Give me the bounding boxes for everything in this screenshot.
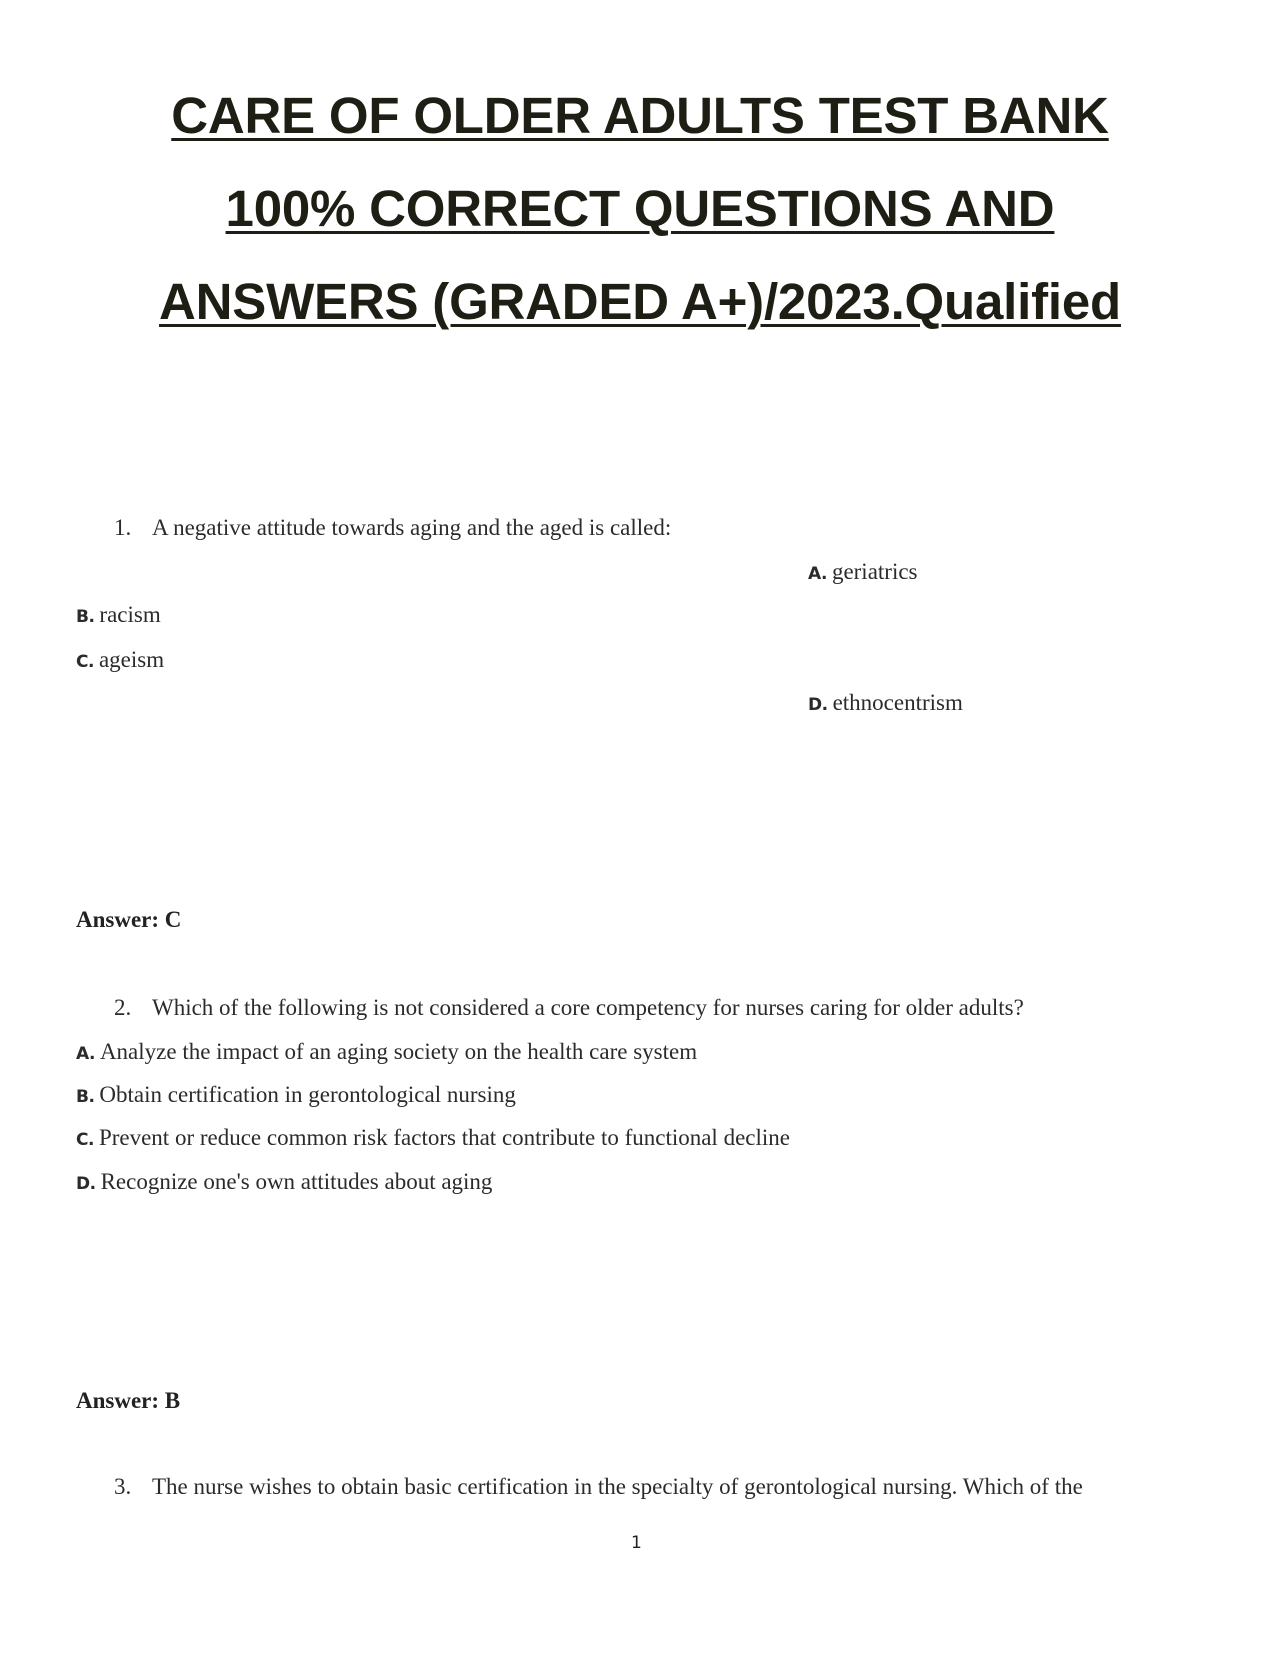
option-text: geriatrics bbox=[831, 559, 918, 584]
option-c bbox=[76, 1126, 790, 1152]
option-c bbox=[76, 648, 164, 674]
option-letter: B. bbox=[76, 607, 95, 627]
option-a bbox=[76, 1040, 697, 1066]
option-b bbox=[76, 603, 161, 629]
option-letter: C. bbox=[76, 652, 94, 672]
option-text: Analyze the impact of an aging society on the health care system bbox=[99, 1039, 698, 1064]
question-text: Which of the following is not considered a core competency for nurses caring for older adults? bbox=[152, 995, 1024, 1020]
document-title-line-2: 100% CORRECT QUESTIONS AND bbox=[225, 180, 1055, 237]
question-number: 2. bbox=[114, 995, 132, 1020]
option-d bbox=[808, 691, 963, 717]
option-text: racism bbox=[99, 602, 161, 627]
option-letter: A. bbox=[76, 1044, 95, 1064]
answer-key: Answer: C bbox=[76, 907, 182, 932]
option-a bbox=[808, 560, 918, 586]
page-number: 1 bbox=[631, 1533, 642, 1553]
option-letter: D. bbox=[76, 1174, 96, 1194]
document-title-line-3: ANSWERS (GRADED A+)/2023.Qualified bbox=[159, 273, 1121, 330]
option-b bbox=[76, 1083, 516, 1109]
option-text: ageism bbox=[98, 647, 165, 672]
question-number: 1. bbox=[114, 515, 132, 540]
option-text: ethnocentrism bbox=[832, 690, 963, 715]
option-letter: A. bbox=[808, 564, 827, 584]
option-letter: B. bbox=[76, 1087, 95, 1107]
question-text: A negative attitude towards aging and the aged is called: bbox=[152, 515, 672, 540]
option-d bbox=[76, 1170, 492, 1196]
answer-key: Answer: B bbox=[76, 1388, 181, 1413]
option-text: Prevent or reduce common risk factors that contribute to functional decline bbox=[98, 1125, 790, 1150]
question-text: The nurse wishes to obtain basic certification in the specialty of gerontological nursing. Which of the bbox=[152, 1474, 1083, 1499]
question-number: 3. bbox=[114, 1474, 132, 1499]
option-letter: C. bbox=[76, 1130, 94, 1150]
option-text: Obtain certification in gerontological nursing bbox=[99, 1082, 516, 1107]
option-text: Recognize one's own attitudes about aging bbox=[100, 1169, 493, 1194]
document-title-line-1: CARE OF OLDER ADULTS TEST BANK bbox=[171, 87, 1109, 144]
option-letter: D. bbox=[808, 695, 828, 715]
